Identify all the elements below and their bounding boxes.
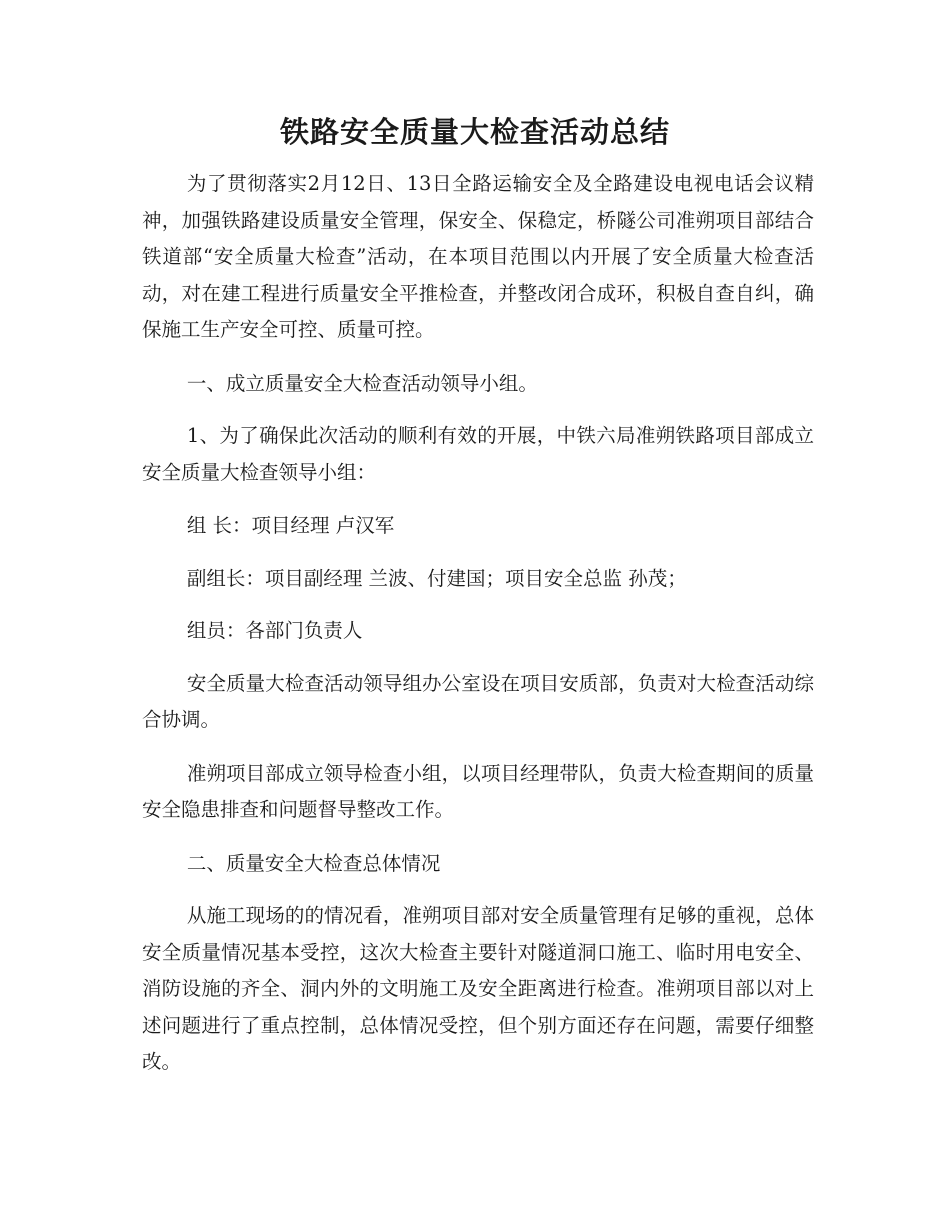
paragraph-members: 组员：各部门负责人 xyxy=(186,619,363,642)
section-heading-2: 二、质量安全大检查总体情况 xyxy=(186,851,441,875)
paragraph-inspection-team: 准朔项目部成立领导检查小组，以项目经理带队，负责大检查期间的质量安全隐患排查和问题督导整改工作。 xyxy=(142,761,814,821)
paragraph-group-leader: 组 长：项目经理 卢汉军 xyxy=(186,514,395,537)
section-heading-1: 一、成立质量安全大检查活动领导小组。 xyxy=(186,371,538,395)
document-body xyxy=(142,166,814,1098)
document-title: 铁路安全质量大检查活动总结 xyxy=(279,115,670,149)
paragraph-office: 安全质量大检查活动领导组办公室设在项目安质部，负责对大检查活动综合协调。 xyxy=(142,671,814,731)
paragraph-deputy-leader: 副组长：项目副经理 兰波、付建国；项目安全总监 孙茂； xyxy=(186,566,687,590)
paragraph-leadership-group: 1、为了确保此次活动的顺利有效的开展，中铁六局准朔铁路项目部成立安全质量大检查领导小组： xyxy=(142,424,814,484)
paragraph-intro: 为了贯彻落实2月12日、13日全路运输安全及全路建设电视电话会议精神，加强铁路建设质量安全管理，保安全、保稳定，桥隧公司准朔项目部结合铁道部“安全质量大检查”活动，在本项目范围以内开展了安全质量大检查活动，对在建工程进行质量安全平推检查，并整改闭合成环，积极自查自纠，确保施工生产安全可控、质量可控。 xyxy=(142,172,814,341)
paragraph-overall-situation: 从施工现场的的情况看，准朔项目部对安全质量管理有足够的重视，总体安全质量情况基本受控，这次大检查主要针对隧道洞口施工、临时用电安全、消防设施的齐全、洞内外的文明施工及安全距离进行检查。准朔项目部以对上述问题进行了重点控制，总体情况受控，但个别方面还存在问题，需要仔细整改。 xyxy=(142,904,814,1073)
